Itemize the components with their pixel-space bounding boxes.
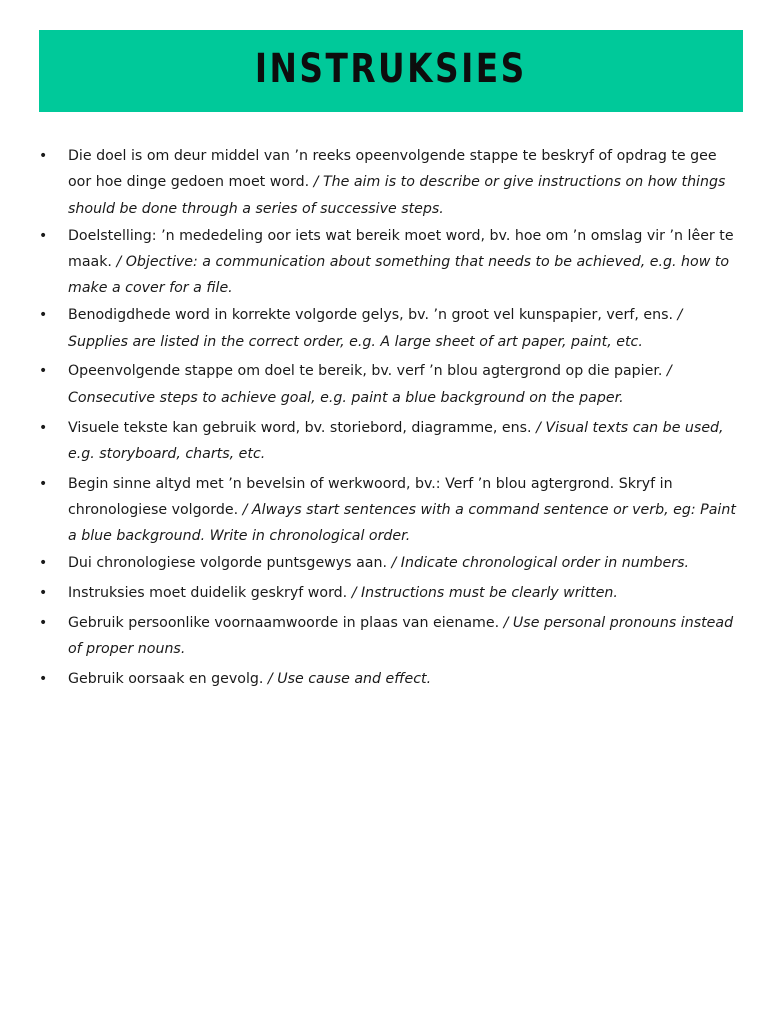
bullet-icon: •: [39, 475, 48, 492]
item-english-text: / Visual texts can be used, e.g. storyboard, charts, etc.: [68, 419, 724, 462]
item-afrikaans-text: Opeenvolgende stappe om doel te bereik, bv. verf ’n blou agtergrond op die papier.: [68, 363, 663, 380]
item-afrikaans-text: Gebruik persoonlike voornaamwoorde in plaas van eiename.: [68, 614, 500, 631]
item-afrikaans-text: Gebruik oorsaak en gevolg.: [68, 671, 264, 688]
list-item: [39, 580, 739, 606]
item-afrikaans-text: Doelstelling: ’n mededeling oor iets wat bereik moet word, bv. hoe om ’n omslag vir ’n lêer te maak.: [68, 227, 734, 270]
list-item: [39, 471, 739, 550]
bullet-icon: •: [39, 363, 48, 380]
list-item: [39, 415, 739, 468]
item-afrikaans-text: Benodigdhede word in korrekte volgorde gelys, bv. ’n groot vel kunspapier, verf, ens.: [68, 307, 673, 324]
item-afrikaans-text: Die doel is om deur middel van ’n reeks opeenvolgende stappe te beskryf of opdrag te gee oor hoe dinge gedoen moet word.: [68, 148, 717, 191]
instructions-list: [39, 143, 739, 693]
item-english-text: / Instructions must be clearly written.: [347, 585, 618, 602]
list-item: [39, 666, 739, 692]
bullet-icon: •: [39, 227, 48, 244]
item-afrikaans-text: Dui chronologiese volgorde puntsgewys aan.: [68, 555, 387, 572]
item-english-text: / Always start sentences with a command sentence or verb, eg: Paint a blue background. Write in chronological order.: [68, 501, 736, 545]
list-item: [39, 143, 739, 222]
list-item: [39, 302, 739, 355]
item-afrikaans-text: Visuele tekste kan gebruik word, bv. storiebord, diagramme, ens.: [68, 419, 532, 436]
list-item: [39, 223, 739, 302]
item-english-text: / Use cause and effect.: [263, 671, 432, 688]
item-english-text: / Use personal pronouns instead of proper nouns.: [68, 614, 734, 658]
item-afrikaans-text: Begin sinne altyd met ’n bevelsin of werkwoord, bv.: Verf ’n blou agtergrond. Skryf in chronologiese volgorde.: [68, 475, 673, 518]
header-banner: [39, 30, 743, 112]
item-english-text: / The aim is to describe or give instructions on how things should be done through a series of successive steps.: [68, 174, 726, 217]
item-english-text: / Supplies are listed in the correct order, e.g. A large sheet of art paper, paint, etc.: [68, 307, 683, 350]
list-item: [39, 358, 739, 411]
bullet-icon: •: [39, 671, 48, 688]
bullet-icon: •: [39, 148, 48, 164]
item-english-text: / Indicate chronological order in numbers.: [386, 555, 689, 572]
list-item: [39, 550, 739, 576]
bullet-icon: •: [39, 555, 48, 572]
item-english-text: / Objective: a communication about something that needs to be achieved, e.g. how to make a cover for a file.: [68, 253, 730, 297]
item-english-text: / Consecutive steps to achieve goal, e.g. paint a blue background on the paper.: [68, 363, 672, 406]
page-title: INSTRUKSIES: [255, 46, 527, 92]
list-item: [39, 610, 739, 663]
bullet-icon: •: [39, 585, 48, 602]
bullet-icon: •: [39, 614, 48, 631]
bullet-icon: •: [39, 419, 48, 436]
item-afrikaans-text: Instruksies moet duidelik geskryf word.: [68, 585, 348, 602]
bullet-icon: •: [39, 307, 48, 324]
